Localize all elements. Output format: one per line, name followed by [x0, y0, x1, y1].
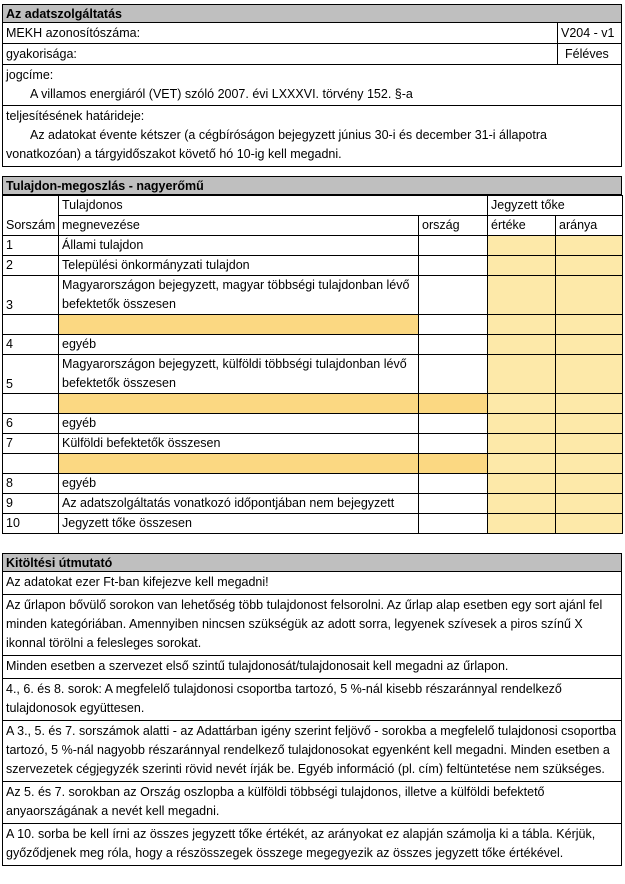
erteke-input[interactable]	[488, 236, 556, 256]
row-label: Állami tulajdon	[59, 236, 419, 256]
orszag-cell[interactable]	[419, 335, 488, 355]
orszag-cell[interactable]	[419, 474, 488, 494]
table-row	[3, 335, 623, 355]
row-label: Külföldi befektetők összesen	[59, 434, 419, 454]
row-number: 4	[3, 335, 59, 355]
instruction-item: 4., 6. és 8. sorok: A megfelelő tulajdonosi csoportba tartozó, 5 %-nál kisebb részaránnyal rendelkező tulajdonosok együttesen.	[2, 679, 622, 721]
aranya-cell	[556, 454, 623, 474]
col-tulajdonos: Tulajdonos	[59, 196, 488, 216]
jogcim-block	[2, 65, 622, 106]
gyakorisag-row	[2, 44, 622, 65]
hatarido-block	[2, 106, 622, 167]
expandable-row	[3, 394, 623, 414]
instruction-item: A 3., 5. és 7. sorszámok alatti - az Adattárban igény szerint feljövő - sorokba a megfelelő tulajdonosi csoportba tartozó, 5 %-nál nagyobb részaránnyal rendelkező tulajdonosokat egyenként kell megadni. Minden esetben a szervezetek cégjegyzék szerinti rövid nevét írják be. Egyéb információ (pl. cím) feltüntetése nem szükséges.	[2, 721, 622, 782]
section-title: Kitöltési útmutató	[2, 553, 622, 572]
instruction-item: Az adatokat ezer Ft-ban kifejezve kell megadni!	[2, 572, 622, 595]
table-row	[3, 474, 623, 494]
row-label: Jegyzett tőke összesen	[59, 514, 419, 534]
hatarido-line-2: vonatkozóan) a tárgyidőszakot követő hó 10-ig kell megadni.	[6, 147, 342, 161]
expandable-row	[3, 315, 623, 335]
row-label: egyéb	[59, 414, 419, 434]
erteke-input[interactable]	[488, 474, 556, 494]
aranya-cell	[556, 474, 623, 494]
aranya-cell	[556, 256, 623, 276]
table-row	[3, 236, 623, 256]
orszag-input[interactable]	[419, 454, 488, 474]
col-erteke: értéke	[488, 216, 556, 236]
erteke-input[interactable]	[488, 454, 556, 474]
col-orszag: ország	[419, 216, 488, 236]
instruction-item: Az 5. és 7. sorokban az Ország oszlopba a külföldi többségi tulajdonos, illetve a külföldi befektető anyaországának a nevét kell megadni.	[2, 782, 622, 824]
ownership-table	[2, 195, 623, 534]
orszag-cell[interactable]	[419, 276, 488, 315]
adatszolgaltatas-section	[2, 4, 622, 167]
erteke-input[interactable]	[488, 514, 556, 534]
row-label: Az adatszolgáltatás vonatkozó időpontjában nem bejegyzett	[59, 494, 419, 514]
row-label: egyéb	[59, 474, 419, 494]
row-number: 2	[3, 256, 59, 276]
orszag-cell[interactable]	[419, 494, 488, 514]
table-row	[3, 355, 623, 394]
aranya-cell	[556, 434, 623, 454]
orszag-cell[interactable]	[419, 434, 488, 454]
erteke-input[interactable]	[488, 315, 556, 335]
orszag-cell[interactable]	[419, 236, 488, 256]
table-row	[3, 256, 623, 276]
aranya-cell	[556, 355, 623, 394]
kitoltesi-section	[2, 553, 622, 866]
row-label: Települési önkormányzati tulajdon	[59, 256, 419, 276]
erteke-input[interactable]	[488, 414, 556, 434]
table-row	[3, 276, 623, 315]
mekh-row	[2, 23, 622, 44]
orszag-input[interactable]	[419, 315, 488, 335]
col-jegyzett-toke: Jegyzett tőke	[488, 196, 623, 216]
aranya-cell	[556, 315, 623, 335]
name-input[interactable]	[59, 394, 419, 414]
orszag-cell[interactable]	[419, 514, 488, 534]
table-header-row-2	[3, 216, 623, 236]
erteke-input[interactable]	[488, 335, 556, 355]
row-number: 9	[3, 494, 59, 514]
section-title: Az adatszolgáltatás	[2, 4, 622, 23]
erteke-input[interactable]	[488, 355, 556, 394]
row-number: 6	[3, 414, 59, 434]
section-title: Tulajdon-megoszlás - nagyerőmű	[2, 176, 622, 195]
aranya-cell	[556, 494, 623, 514]
table-row	[3, 414, 623, 434]
aranya-cell	[556, 414, 623, 434]
row-number: 5	[3, 355, 59, 394]
expandable-row	[3, 454, 623, 474]
instruction-item: Minden esetben a szervezet első szintű tulajdonosát/tulajdonosait kell megadni az űrlapon.	[2, 656, 622, 679]
aranya-cell	[556, 514, 623, 534]
row-label: Magyarországon bejegyzett, külföldi többségi tulajdonban lévő befektetők összesen	[59, 355, 419, 394]
tulajdon-section	[2, 176, 622, 534]
row-label: Magyarországon bejegyzett, magyar többségi tulajdonban lévő befektetők összesen	[59, 276, 419, 315]
row-number: 8	[3, 474, 59, 494]
instruction-item: A 10. sorba be kell írni az összes jegyzett tőke értékét, az arányokat ez alapján számolja ki a tábla. Kérjük, győződjenek meg róla, hogy a részösszegek összege megegyezik az összes jegyzett tőke értékével.	[2, 824, 622, 866]
row-number: 1	[3, 236, 59, 256]
instruction-item: Az űrlapon bővülő sorokon van lehetőség több tulajdonost felsorolni. Az űrlap alap esetben egy sort ajánl fel minden kategóriában. Amennyiben nincsen szükségük az adott sorra, legyenek szívesek a piros színű X ikonnal törölni a felesleges sorokat.	[2, 595, 622, 656]
aranya-cell	[556, 335, 623, 355]
aranya-cell	[556, 276, 623, 315]
name-input[interactable]	[59, 454, 419, 474]
row-number: 10	[3, 514, 59, 534]
mekh-value: V204 - v1	[557, 23, 624, 43]
table-header-row-1	[3, 196, 623, 216]
aranya-cell	[556, 236, 623, 256]
erteke-input[interactable]	[488, 276, 556, 315]
orszag-cell[interactable]	[419, 414, 488, 434]
hatarido-line-1: Az adatokat évente kétszer (a cégbíróságon bejegyzett június 30-i és december 31-i állapotra	[30, 128, 547, 142]
orszag-input[interactable]	[419, 394, 488, 414]
aranya-cell	[556, 394, 623, 414]
erteke-input[interactable]	[488, 256, 556, 276]
erteke-input[interactable]	[488, 394, 556, 414]
erteke-input[interactable]	[488, 494, 556, 514]
row-number: 7	[3, 434, 59, 454]
col-aranya: aránya	[556, 216, 623, 236]
row-label: egyéb	[59, 335, 419, 355]
table-row	[3, 494, 623, 514]
gyakorisag-label: gyakorisága:	[6, 47, 77, 61]
hatarido-label: teljesítésének határideje:	[6, 109, 145, 123]
erteke-input[interactable]	[488, 434, 556, 454]
jogcim-value: A villamos energiáról (VET) szóló 2007. évi LXXXVI. törvény 152. §-a	[30, 87, 413, 101]
table-row	[3, 514, 623, 534]
jogcim-label: jogcíme:	[6, 68, 54, 82]
gyakorisag-value: Féléves	[557, 44, 625, 64]
name-input[interactable]	[59, 315, 419, 335]
row-number: 3	[3, 276, 59, 315]
orszag-cell[interactable]	[419, 355, 488, 394]
mekh-label: MEKH azonosítószáma:	[6, 26, 141, 40]
col-sorszam: Sorszám	[3, 216, 59, 236]
table-row	[3, 434, 623, 454]
orszag-cell[interactable]	[419, 256, 488, 276]
col-megnevezese: megnevezése	[59, 216, 419, 236]
